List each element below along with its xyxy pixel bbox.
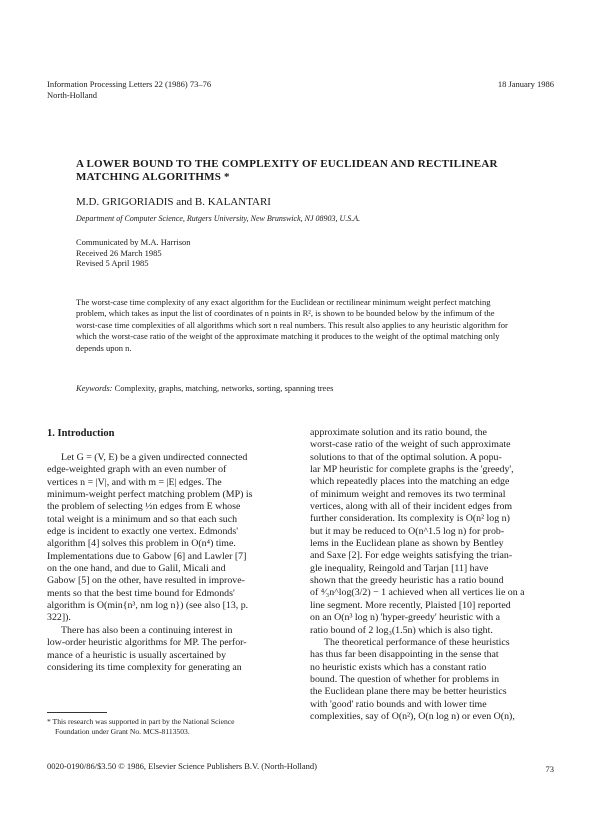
body-line: the Euclidean plane there may be better heuristics: [310, 686, 507, 698]
body-line: algorithm [4] solves this problem in O(n⁴) time.: [47, 538, 236, 550]
body-line: vertices n = |V|, and with m = |E| edges. The: [47, 476, 222, 488]
title-line-2: MATCHING ALGORITHMS *: [76, 171, 230, 183]
body-line: further consideration. Its complexity is O(n² log n): [310, 513, 510, 525]
received-date: Received 26 March 1985: [76, 247, 162, 258]
body-line: of minimum weight and removes its two terminal: [310, 488, 506, 500]
body-line: no heuristic exists which has a constant ratio: [310, 661, 487, 673]
submission-history: [76, 237, 191, 269]
body-line: worst-case ratio of the weight of such approximate: [310, 439, 511, 451]
body-line: ratio bound of 2 log₃(1.5n) which is also tight.: [310, 624, 493, 636]
body-line: which repeatedly places into the matching an edge: [310, 476, 510, 488]
keywords-text: Complexity, graphs, matching, networks, sorting, spanning trees: [114, 383, 334, 393]
body-line: line segment. More recently, Plaisted [10] reported: [310, 599, 511, 611]
body-line: ments so that the best time bound for Edmonds': [47, 587, 235, 599]
body-line: There has also been a continuing interest in: [61, 624, 233, 636]
body-line: Let G = (V, E) be a given undirected connected: [61, 452, 248, 463]
body-line: of ⁴⁄₃n^log(3/2) − 1 achieved when all vertices lie on a: [310, 587, 525, 599]
body-line: approximate solution and its ratio bound, the: [310, 427, 487, 438]
body-line: mance of a heuristic is usually ascertained by: [47, 649, 227, 661]
body-line: solutions to that of the optimal solution. A popu-: [310, 451, 502, 463]
keywords-label: Keywords:: [76, 383, 113, 393]
footnote-rule: [47, 712, 107, 713]
body-line: the problem of selecting ½n edges from E whose: [47, 501, 241, 513]
abstract: [76, 297, 554, 354]
body-line: lems in the Euclidean plane as shown by Bentley: [310, 538, 504, 550]
body-line: vertices, along with all of their incident edges from: [310, 501, 513, 513]
footnote-line-1: * This research was supported in part by the National Science: [47, 717, 235, 726]
page-number: 73: [545, 764, 554, 774]
paper-title: [76, 158, 498, 184]
body-line: gle inequality, Reingold and Tarjan [11] have: [310, 562, 489, 574]
affiliation: Department of Computer Science, Rutgers University, New Brunswick, NJ 08903, U.S.A.: [76, 214, 361, 223]
body-line: total weight is a minimum and so that each such: [47, 513, 238, 525]
abstract-line: problem, which takes as input the list of coordinates of n points in R², is shown to be bounded below by the infimum of the: [76, 308, 495, 319]
body-line: with 'good' ratio bounds and with lower time: [310, 698, 487, 710]
journal-citation: Information Processing Letters 22 (1986) 73–76: [47, 79, 212, 89]
journal-header: [47, 79, 211, 101]
body-line: complexities, say of O(n²), O(n log n) or even O(n),: [310, 710, 515, 722]
body-line: has thus far been disappointing in the sense that: [310, 649, 499, 661]
footer-code: 0020-0190/86/$3.50 © 1986, Elsevier Science Publishers B.V. (North-Holland): [47, 761, 318, 771]
footnote: [47, 717, 291, 736]
keywords: [76, 383, 333, 394]
body-line: shown that the greedy heuristic has a ratio bound: [310, 575, 504, 587]
body-line: but it may be reduced to O(n^1.5 log n) for prob-: [310, 525, 505, 537]
body-line: and Saxe [2]. For edge weights satisfying the trian-: [310, 550, 513, 562]
revised-date: Revised 5 April 1985: [76, 258, 149, 268]
issue-date: 18 January 1986: [497, 79, 554, 89]
body-line: minimum-weight perfect matching problem (MP) is: [47, 489, 253, 501]
body-line: Implementations due to Gabow [6] and Lawler [7]: [47, 550, 247, 562]
abstract-line: The worst-case time complexity of any exact algorithm for the Euclidean or rectilinear minimum weight perfect matching: [76, 297, 491, 307]
body-line: Gabow [5] on the other, have resulted in improve-: [47, 575, 245, 587]
section-heading: 1. Introduction: [47, 428, 115, 439]
authors: M.D. GRIGORIADIS and B. KALANTARI: [76, 196, 271, 208]
body-line: on the one hand, and due to Galil, Micali and: [47, 563, 226, 575]
body-line: The theoretical performance of these heuristics: [324, 636, 510, 648]
body-line: considering its time complexity for generating an: [47, 661, 242, 673]
abstract-line: worst-case time complexities of all algorithms which sort n real numbers. This result also applies to any heuristic algorithm for: [76, 319, 508, 330]
left-column: [47, 452, 289, 674]
body-line: lar MP heuristic for complete graphs is the 'greedy',: [310, 464, 514, 476]
body-line: 322]).: [47, 612, 71, 624]
title-line-1: A LOWER BOUND TO THE COMPLEXITY OF EUCLIDEAN AND RECTILINEAR: [76, 158, 498, 170]
body-line: low-order heuristic algorithms for MP. The perfor-: [47, 637, 247, 649]
body-line: edge-weighted graph with an even number of: [47, 464, 227, 476]
body-line: bound. The question of whether for problems in: [310, 673, 500, 685]
publisher: North-Holland: [47, 90, 98, 100]
abstract-line: depends upon n.: [76, 342, 132, 353]
body-line: on an O(n³ log n) 'hyper-greedy' heuristic with a: [310, 612, 501, 624]
footnote-line-2: Foundation under Grant No. MCS-8113503.: [55, 726, 190, 736]
abstract-line: which the worst-case ratio of the weight of the approximate matching it produces to the weight of the optimal matching only: [76, 331, 500, 342]
body-line: edge is incident to exactly one vertex. Edmonds': [47, 526, 238, 538]
right-column: [310, 427, 554, 723]
communicated-by: Communicated by M.A. Harrison: [76, 237, 191, 247]
body-line: algorithm is O(min{n³, nm log n}) (see also [13, p.: [47, 600, 249, 612]
